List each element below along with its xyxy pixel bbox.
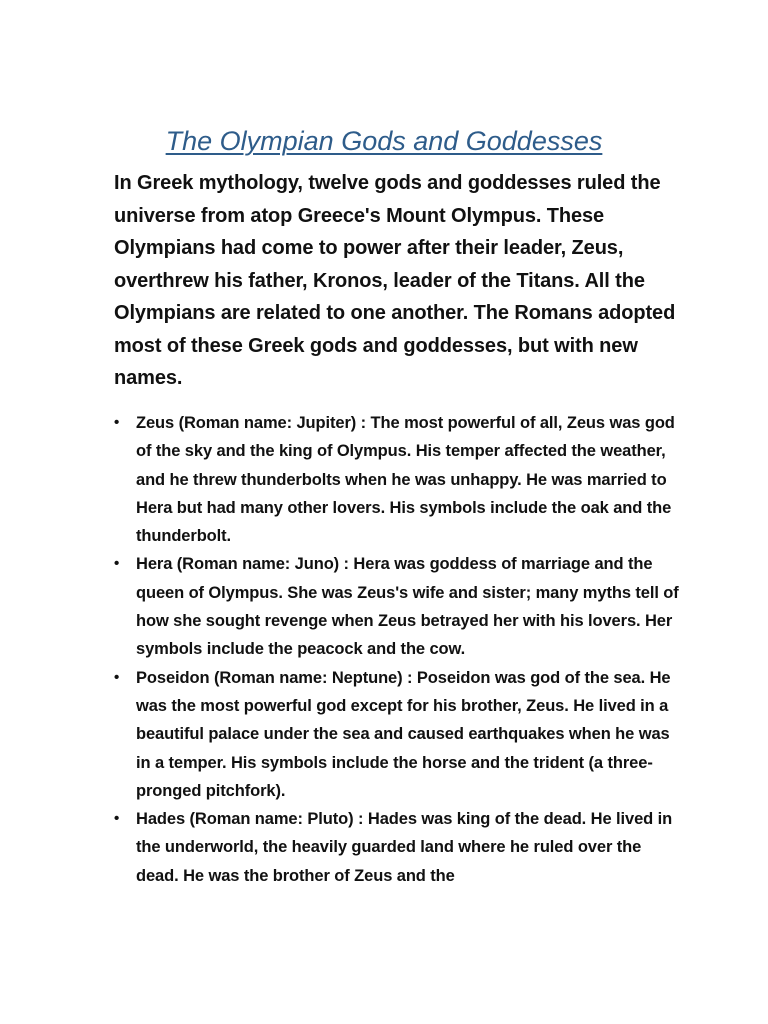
bullet-icon: • [114,555,120,573]
list-item-poseidon [114,664,684,805]
list-item-text: Poseidon (Roman name: Neptune) : Poseidon was god of the sea. He was the most powerful god except for his brother, Zeus. He lived in a beautiful palace under the sea and caused earthquakes when he was in a temper. His symbols include the horse and the trident (a three-pronged pitchfork). [136,668,671,800]
document-title: The Olympian Gods and Goddesses [165,126,603,156]
gods-list [114,409,684,890]
list-item-text: Hera (Roman name: Juno) : Hera was goddess of marriage and the queen of Olympus. She was Zeus's wife and sister; many myths tell of how she sought revenge when Zeus betrayed her with his lovers. Her symbols include the peacock and the cow. [136,555,679,659]
bullet-icon: • [114,810,120,828]
list-item-hades [114,805,684,890]
list-item-zeus [114,409,684,550]
bullet-icon: • [114,414,120,431]
list-item-hera [114,550,684,663]
list-item-text: Zeus (Roman name: Jupiter) : The most powerful of all, Zeus was god of the sky and the king of Olympus. His temper affected the weather, and he threw thunderbolts when he was unhappy. He was married to Hera but had many other lovers. His symbols include the oak and the thunderbolt. [136,414,675,546]
intro-paragraph: In Greek mythology, twelve gods and goddesses ruled the universe from atop Greece's Mount Olympus. These Olympians had come to power after their leader, Zeus, overthrew his father, Kronos, leader of the Titans. All the Olympians are related to one another. The Romans adopted most of these Greek gods and goddesses, but with new names. [114,172,676,389]
list-item-text: Hades (Roman name: Pluto) : Hades was king of the dead. He lived in the underworld, the heavily guarded land where he ruled over the dead. He was the brother of Zeus and the [136,810,673,885]
bullet-icon: • [114,668,120,686]
